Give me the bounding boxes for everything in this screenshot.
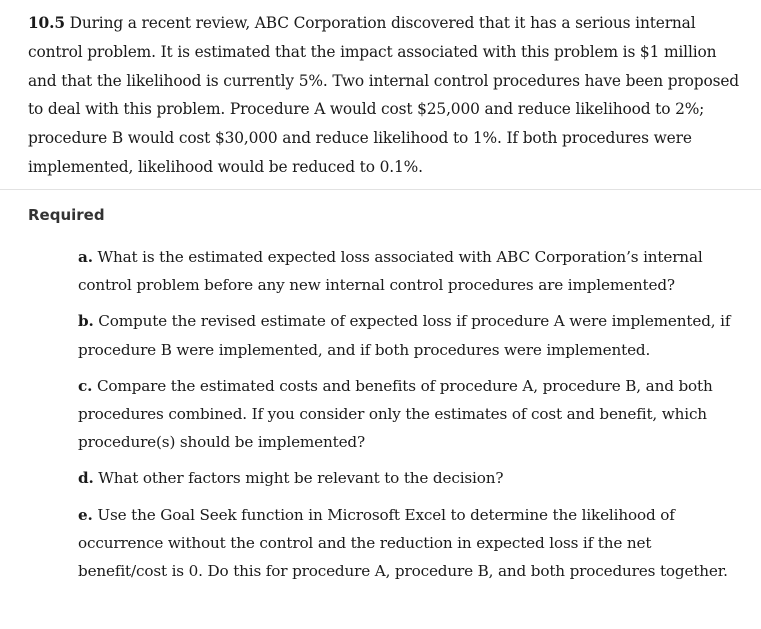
part-d <box>78 464 743 492</box>
part-text: Use the Goal Seek function in Microsoft Excel to determine the likelihood of occurrence without the control and the reduction in expected loss if the net benefit/cost is 0. Do this for procedure A, procedure B, and both procedures together. <box>78 505 728 581</box>
part-text: Compute the revised estimate of expected loss if procedure A were implemented, if procedure B were implemented, and if both procedures were implemented. <box>78 312 731 359</box>
problem-statement <box>28 9 743 182</box>
required-parts-list <box>78 243 743 593</box>
part-text: Compare the estimated costs and benefits of procedure A, procedure B, and both procedures combined. If you consider only the estimates of cost and benefit, which procedure(s) should be implemented? <box>78 376 713 452</box>
part-letter: b. <box>78 312 94 331</box>
part-text: What is the estimated expected loss associated with ABC Corporation’s internal control problem before any new internal control procedures are implemented? <box>78 248 703 295</box>
problem-text: During a recent review, ABC Corporation discovered that it has a serious internal control problem. It is estimated that the impact associated with this problem is $1 million and that the likelihood is currently 5%. Two internal control procedures have been proposed to deal with this problem. Procedure A would cost $25,000 and reduce likelihood to 2%; procedure B would cost $30,000 and reduce likelihood to 1%. If both procedures were implemented, likelihood would be reduced to 0.1%. <box>28 14 740 176</box>
required-heading: Required <box>28 206 105 224</box>
part-e <box>78 501 743 586</box>
problem-number: 10.5 <box>28 14 65 32</box>
part-c <box>78 372 743 457</box>
part-b <box>78 307 743 363</box>
part-a <box>78 243 743 299</box>
section-divider <box>0 189 761 190</box>
part-letter: e. <box>78 505 93 524</box>
part-text: What other factors might be relevant to the decision? <box>98 469 504 488</box>
part-letter: c. <box>78 376 93 395</box>
part-letter: a. <box>78 248 93 266</box>
part-letter: d. <box>78 469 94 488</box>
